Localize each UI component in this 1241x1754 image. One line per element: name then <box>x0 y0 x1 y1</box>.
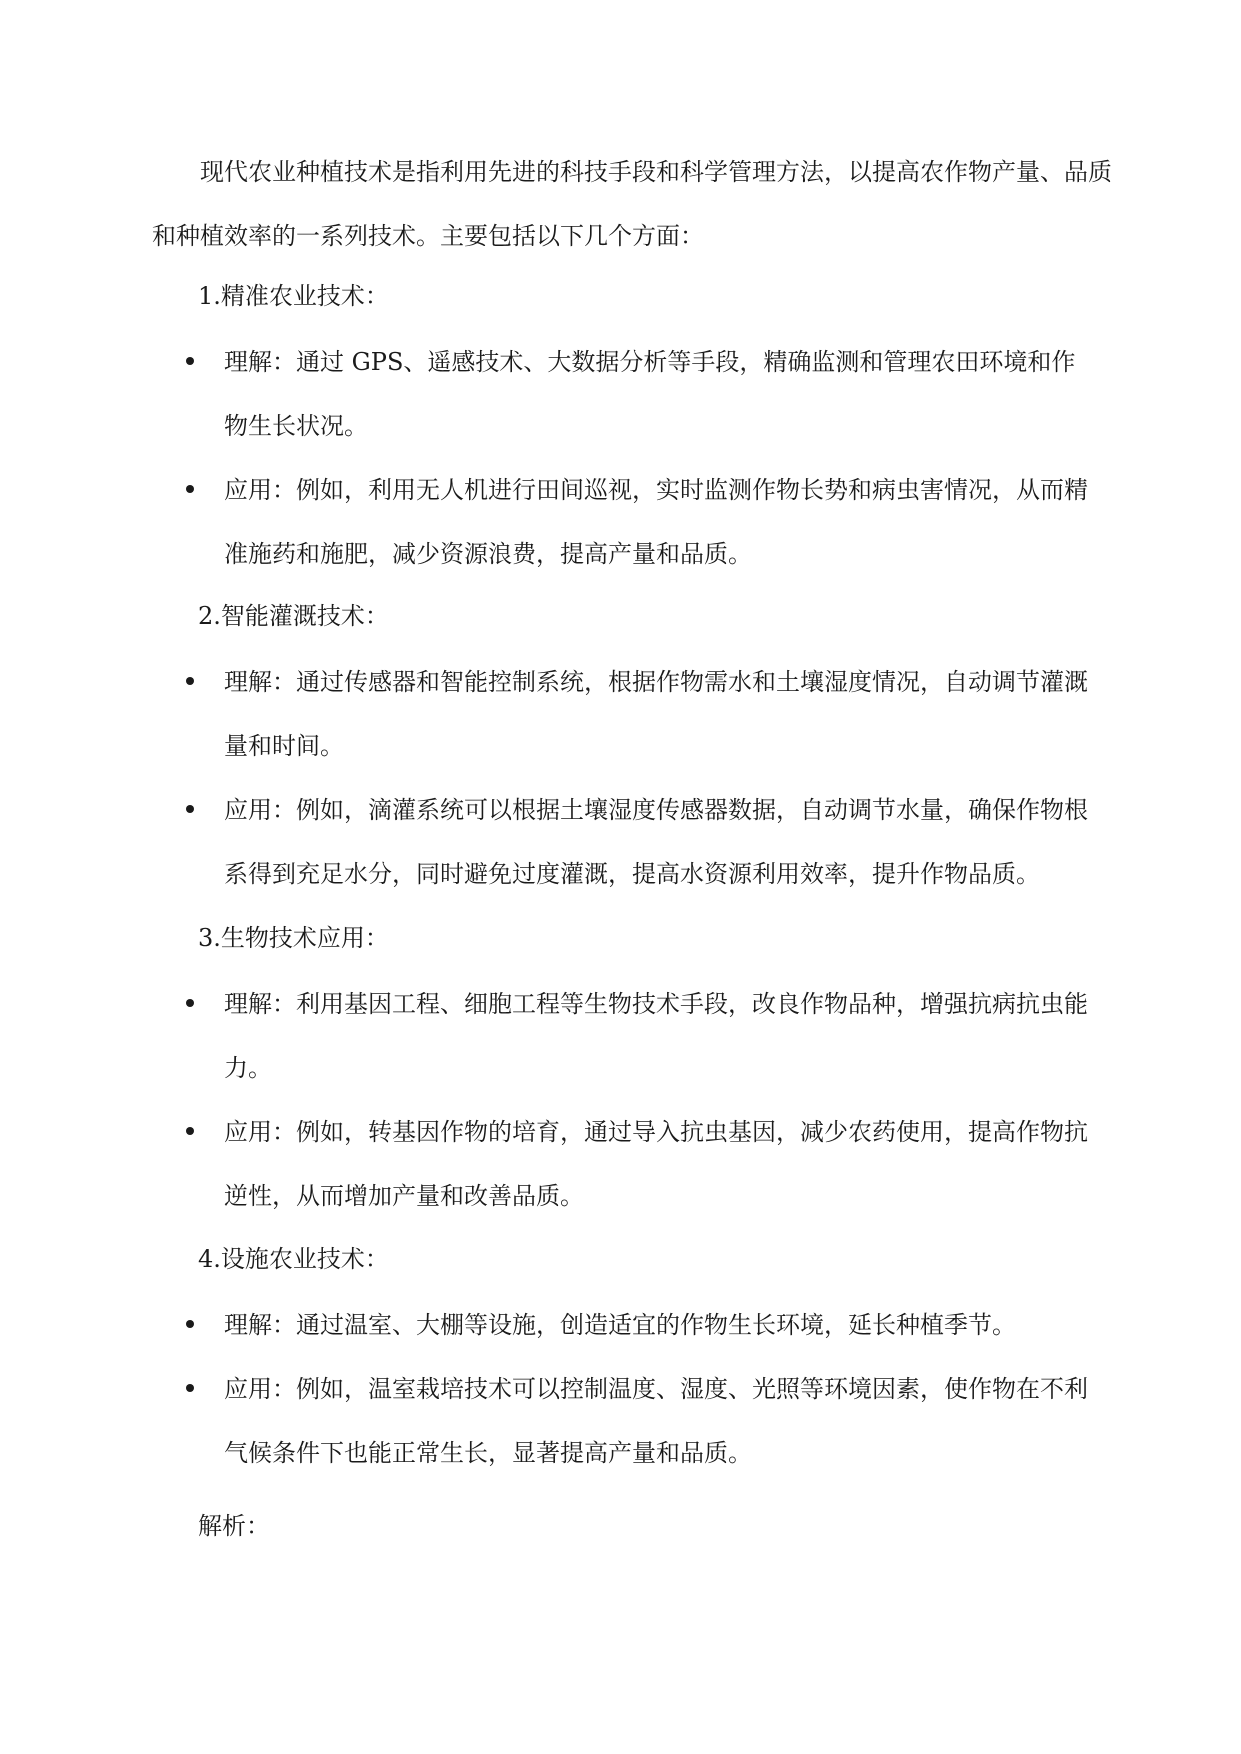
bullet-text: 理解：通过 GPS、遥感技术、大数据分析等手段，精确监测和管理农田环境和作物生长状况。 <box>224 348 1076 440</box>
bullet-icon <box>186 677 194 685</box>
bullet-icon <box>186 999 194 1007</box>
bullet-text: 应用：例如，温室栽培技术可以控制温度、湿度、光照等环境因素，使作物在不利气候条件下也能正常生长，显著提高产量和品质。 <box>224 1375 1088 1467</box>
section-heading-precision-agriculture: 1.精准农业技术： <box>198 282 389 310</box>
bullet-text: 理解：通过温室、大棚等设施，创造适宜的作物生长环境，延长种植季节。 <box>224 1311 1016 1339</box>
bullet-icon <box>186 805 194 813</box>
list-item <box>224 1357 1096 1485</box>
bullet-text: 理解：通过传感器和智能控制系统，根据作物需水和土壤湿度情况，自动调节灌溉量和时间。 <box>224 668 1088 760</box>
list-item <box>224 650 1096 778</box>
analysis-label: 解析： <box>198 1512 270 1540</box>
bullet-text: 应用：例如，滴灌系统可以根据土壤湿度传感器数据，自动调节水量，确保作物根系得到充足水分，同时避免过度灌溉，提高水资源利用效率，提升作物品质。 <box>224 796 1088 888</box>
section-heading-facility-agriculture: 4.设施农业技术： <box>198 1245 389 1273</box>
bullet-icon <box>186 357 194 365</box>
intro-paragraph: 现代农业种植技术是指利用先进的科技手段和科学管理方法，以提高农作物产量、品质和种植效率的一系列技术。主要包括以下几个方面： <box>152 158 1112 250</box>
bullet-text: 应用：例如，转基因作物的培育，通过导入抗虫基因，减少农药使用，提高作物抗逆性，从而增加产量和改善品质。 <box>224 1118 1088 1210</box>
list-item <box>224 972 1096 1100</box>
bullet-text: 应用：例如，利用无人机进行田间巡视，实时监测作物长势和病虫害情况，从而精准施药和施肥，减少资源浪费，提高产量和品质。 <box>224 476 1088 568</box>
list-item <box>224 330 1096 458</box>
list-item <box>224 1293 1096 1357</box>
list-item <box>224 458 1096 586</box>
bullet-icon <box>186 485 194 493</box>
bullet-icon <box>186 1384 194 1392</box>
bullet-text: 理解：利用基因工程、细胞工程等生物技术手段，改良作物品种，增强抗病抗虫能力。 <box>224 990 1088 1082</box>
bullet-icon <box>186 1320 194 1328</box>
section-heading-smart-irrigation: 2.智能灌溉技术： <box>198 602 389 630</box>
bullet-icon <box>186 1127 194 1135</box>
section-heading-biotechnology: 3.生物技术应用： <box>198 924 389 952</box>
list-item <box>224 778 1096 906</box>
list-item <box>224 1100 1096 1228</box>
